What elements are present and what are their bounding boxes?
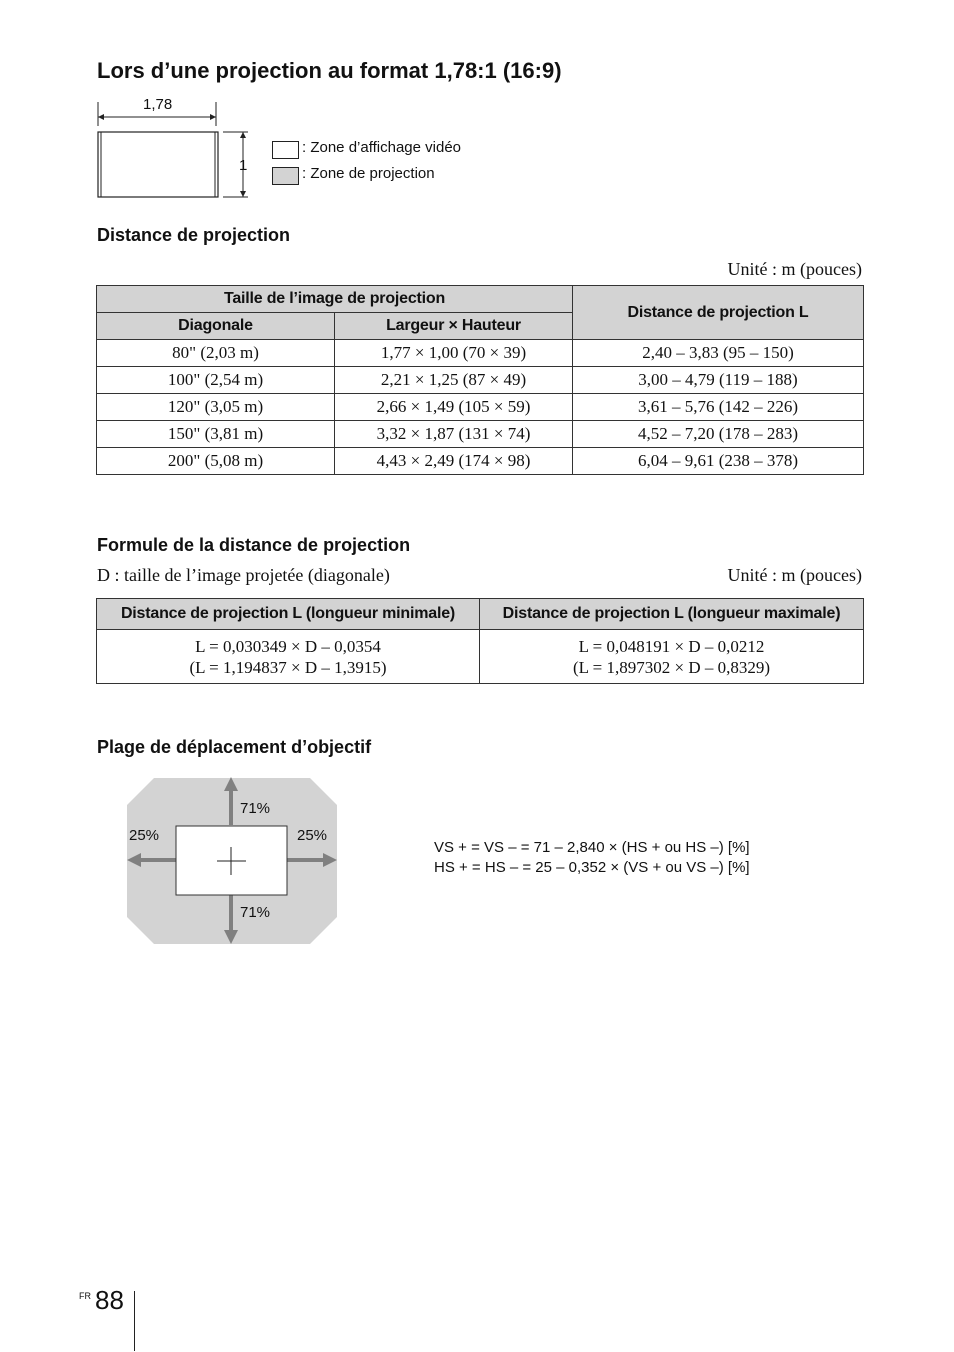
max-formula-line2: (L = 1,897302 × D – 0,8329) [572, 657, 771, 677]
cell-distance: 6,04 – 9,61 (238 – 378) [573, 448, 864, 475]
formula-unit: Unité : m (pouces) [727, 565, 862, 585]
cell-diagonal: 200" (5,08 m) [97, 448, 335, 475]
language-code: FR [79, 1291, 91, 1301]
distance-unit: Unité : m (pouces) [727, 259, 862, 279]
legend-swatch-projection [272, 167, 299, 185]
lens-shift-heading: Plage de déplacement d’objectif [97, 737, 372, 757]
shift-left-label: 25% [129, 827, 160, 844]
cell-size: 1,77 × 1,00 (70 × 39) [335, 340, 573, 367]
table-row [97, 394, 864, 421]
table-row [97, 340, 864, 367]
cell-size: 3,32 × 1,87 (131 × 74) [335, 421, 573, 448]
page-title: Lors d’une projection au format 1,78:1 (16:9) [97, 58, 562, 83]
formula-d-definition: D : taille de l’image projetée (diagonale) [97, 565, 390, 585]
header-image-size: Taille de l’image de projection [97, 286, 573, 313]
cell-min-formula [97, 630, 480, 684]
footer-divider [134, 1291, 135, 1351]
max-formula-line1: L = 0,048191 × D – 0,0212 [578, 636, 765, 656]
legend-video-label: : Zone d’affichage vidéo [302, 139, 462, 156]
header-max-length: Distance de projection L (longueur maximale) [480, 599, 864, 630]
cell-diagonal: 100" (2,54 m) [97, 367, 335, 394]
min-formula-line2: (L = 1,194837 × D – 1,3915) [189, 657, 387, 677]
table-row [97, 448, 864, 475]
legend-swatch-video [272, 141, 299, 159]
formula-table [96, 598, 864, 684]
aspect-ratio-diagram [90, 96, 260, 202]
shift-bottom-label: 71% [240, 904, 271, 921]
shift-right-label: 25% [297, 827, 328, 844]
cell-diagonal: 120" (3,05 m) [97, 394, 335, 421]
aspect-width-label: 1,78 [143, 96, 173, 113]
formula-heading: Formule de la distance de projection [97, 535, 411, 555]
cell-size: 2,21 × 1,25 (87 × 49) [335, 367, 573, 394]
cell-diagonal: 80" (2,03 m) [97, 340, 335, 367]
min-formula-line1: L = 0,030349 × D – 0,0354 [195, 636, 381, 656]
header-size: Largeur × Hauteur [335, 313, 573, 340]
table-row [97, 421, 864, 448]
header-min-length: Distance de projection L (longueur minimale) [97, 599, 480, 630]
page-number: 88 [95, 1285, 124, 1315]
equation-hs: HS + = HS – = 25 – 0,352 × (VS + ou VS –) [%] [434, 859, 750, 876]
table-row [97, 367, 864, 394]
equation-vs: VS + = VS – = 71 – 2,840 × (HS + ou HS –) [%] [434, 839, 750, 856]
aspect-height-label: 1 [239, 157, 248, 174]
legend-projection-label: : Zone de projection [302, 165, 435, 182]
cell-size: 4,43 × 2,49 (174 × 98) [335, 448, 573, 475]
cell-diagonal: 150" (3,81 m) [97, 421, 335, 448]
cell-distance: 4,52 – 7,20 (178 – 283) [573, 421, 864, 448]
cell-distance: 2,40 – 3,83 (95 – 150) [573, 340, 864, 367]
cell-distance: 3,00 – 4,79 (119 – 188) [573, 367, 864, 394]
table-row [97, 630, 864, 684]
distance-table [96, 285, 864, 475]
lens-shift-diagram [120, 772, 344, 950]
cell-size: 2,66 × 1,49 (105 × 59) [335, 394, 573, 421]
header-distance: Distance de projection L [573, 286, 864, 340]
distance-heading: Distance de projection [97, 225, 291, 245]
shift-top-label: 71% [240, 800, 271, 817]
cell-max-formula [480, 630, 864, 684]
header-diagonal: Diagonale [97, 313, 335, 340]
cell-distance: 3,61 – 5,76 (142 – 226) [573, 394, 864, 421]
